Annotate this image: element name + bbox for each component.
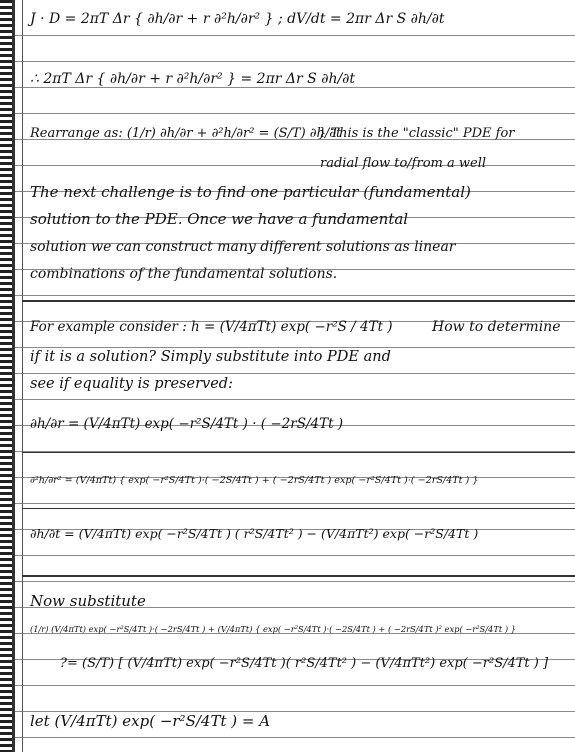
binding-edge	[12, 0, 15, 752]
derivative-dh-dr: ∂h/∂r = (V/4πTt) exp( −r²S/4Tt ) · ( −2rS/4Tt )	[30, 416, 344, 432]
example-question: How to determine	[432, 319, 561, 335]
section-divider	[22, 300, 575, 302]
equation-rearranged: Rearrange as: (1/r) ∂h/∂r + ∂²h/∂r² = (S/T) ∂h/∂t	[30, 126, 342, 141]
derivative-dh-dt: ∂h/∂t = (V/4πTt) exp( −r²S/4Tt ) ( r²S/4Tt² ) − (V/4πTt²) exp( −r²S/4Tt )	[30, 526, 479, 541]
text-line-3: solution we can construct many different solutions as linear	[30, 239, 456, 255]
pde-comment-cont: radial flow to/from a well	[320, 156, 487, 171]
substitution-lhs: (1/r) (V/4πTt) exp( −r²S/4Tt )·( −2rS/4Tt ) + (V/4πTt) { exp( −r²S/4Tt )·( −2S/4Tt ) + ( −2rS/4Tt )² exp( −r²S/4Tt ) }	[30, 624, 516, 634]
margin-line	[22, 0, 23, 752]
substitution-rhs: ?= (S/T) [ (V/4πTt) exp( −r²S/4Tt )( r²S/4Tt² ) − (V/4πTt²) exp( −r²S/4Tt ) ]	[60, 656, 549, 671]
divider-2	[22, 508, 575, 509]
pde-comment: } This is the "classic" PDE for	[318, 126, 515, 141]
text-line-2: solution to the PDE. Once we have a fundamental	[30, 210, 409, 228]
substitute-heading: Now substitute	[30, 592, 146, 610]
derivative-d2h-dr2: ∂²h/∂r² = (V/4πTt) { exp( −r²S/4Tt )·( −2S/4Tt ) + ( −2rS/4Tt ) exp( −r²S/4Tt )·( −2rS/4Tt ) }	[30, 475, 479, 486]
text-line-4: combinations of the fundamental solutions.	[30, 266, 338, 282]
text-line-1: The next challenge is to find one particular (fundamental)	[30, 183, 471, 201]
let-definition: let (V/4πTt) exp( −r²S/4Tt ) = A	[30, 712, 271, 730]
example-function: For example consider : h = (V/4πTt) exp( −r²S / 4Tt )	[30, 319, 393, 335]
text-line-5: if it is a solution? Simply substitute into PDE and	[30, 349, 391, 365]
equation-flux: J · D = 2πT Δr { ∂h/∂r + r ∂²h/∂r² } ; dV/dt = 2πr Δr S ∂h/∂t	[30, 11, 445, 27]
text-line-6: see if equality is preserved:	[30, 376, 233, 392]
equation-balance: ∴ 2πT Δr { ∂h/∂r + r ∂²h/∂r² } = 2πr Δr S ∂h/∂t	[30, 71, 356, 87]
divider-1	[22, 452, 575, 453]
divider-3	[22, 575, 575, 577]
spiral-binding	[0, 0, 12, 752]
